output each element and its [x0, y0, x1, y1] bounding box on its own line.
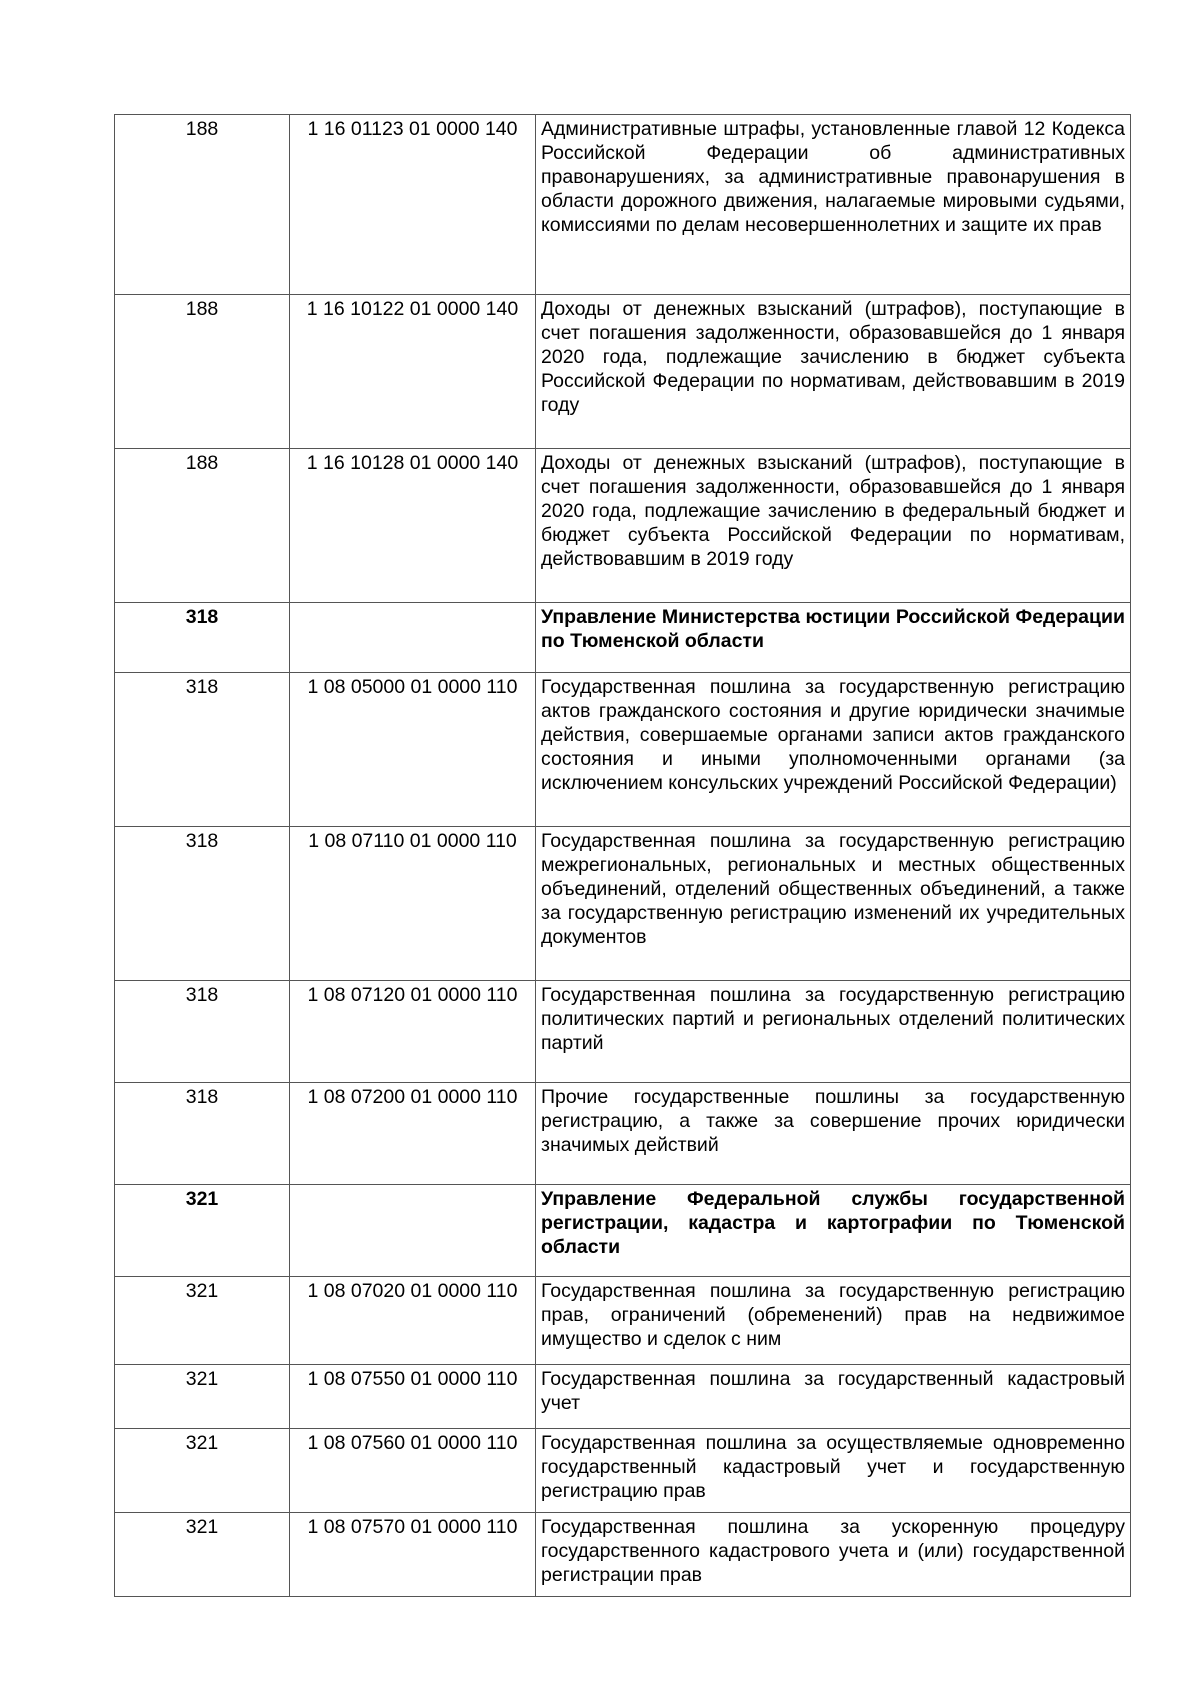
admin-code-cell: 321 [115, 1513, 290, 1597]
admin-code-cell: 321 [115, 1277, 290, 1365]
table-row [115, 981, 1131, 1083]
table-row [115, 1513, 1131, 1597]
admin-code-cell: 188 [115, 295, 290, 449]
admin-code-cell: 318 [115, 981, 290, 1083]
admin-code-cell: 321 [115, 1185, 290, 1277]
revenue-code-cell [290, 1185, 536, 1277]
admin-code-cell: 318 [115, 673, 290, 827]
description-cell: Административные штрафы, установленные главой 12 Кодекса Российской Федерации об административных правонарушениях, за административные правонарушения в области дорожного движения, налагаемые мировыми судьями, комиссиями по делам несовершеннолетних и защите их прав [536, 115, 1131, 295]
revenue-code-cell: 1 08 05000 01 0000 110 [290, 673, 536, 827]
table-row [115, 449, 1131, 603]
revenue-code-cell: 1 08 07200 01 0000 110 [290, 1083, 536, 1185]
revenue-code-cell: 1 08 07570 01 0000 110 [290, 1513, 536, 1597]
description-cell: Государственная пошлина за государственную регистрацию актов гражданского состояния и другие юридически значимые действия, совершаемые органами записи актов гражданского состояния и иными уполномоченными органами (за исключением консульских учреждений Российской Федерации) [536, 673, 1131, 827]
revenue-code-cell: 1 16 01123 01 0000 140 [290, 115, 536, 295]
description-cell: Государственная пошлина за государственную регистрацию прав, ограничений (обременений) прав на недвижимое имущество и сделок с ним [536, 1277, 1131, 1365]
agency-heading-cell: Управление Министерства юстиции Российской Федерации по Тюменской области [536, 603, 1131, 673]
admin-code-cell: 318 [115, 1083, 290, 1185]
description-cell: Государственная пошлина за ускоренную процедуру государственного кадастрового учета и (или) государственной регистрации прав [536, 1513, 1131, 1597]
revenue-code-cell: 1 08 07550 01 0000 110 [290, 1365, 536, 1429]
table-row [115, 673, 1131, 827]
table-row [115, 1083, 1131, 1185]
description-cell: Государственная пошлина за осуществляемые одновременно государственный кадастровый учет и государственную регистрацию прав [536, 1429, 1131, 1513]
table-row [115, 1185, 1131, 1277]
admin-code-cell: 318 [115, 603, 290, 673]
table-row [115, 115, 1131, 295]
description-cell: Государственная пошлина за государственный кадастровый учет [536, 1365, 1131, 1429]
revenue-codes-table [114, 114, 1131, 1597]
table-row [115, 1277, 1131, 1365]
revenue-code-cell: 1 08 07020 01 0000 110 [290, 1277, 536, 1365]
table-row [115, 603, 1131, 673]
revenue-code-cell: 1 16 10122 01 0000 140 [290, 295, 536, 449]
revenue-code-cell: 1 16 10128 01 0000 140 [290, 449, 536, 603]
description-cell: Доходы от денежных взысканий (штрафов), поступающие в счет погашения задолженности, образовавшейся до 1 января 2020 года, подлежащие зачислению в федеральный бюджет и бюджет субъекта Российской Федерации по нормативам, действовавшим в 2019 году [536, 449, 1131, 603]
table-row [115, 295, 1131, 449]
revenue-code-cell [290, 603, 536, 673]
description-cell: Государственная пошлина за государственную регистрацию межрегиональных, региональных и местных общественных объединений, отделений общественных объединений, а также за государственную регистрацию изменений их учредительных документов [536, 827, 1131, 981]
description-cell: Прочие государственные пошлины за государственную регистрацию, а также за совершение прочих юридически значимых действий [536, 1083, 1131, 1185]
admin-code-cell: 188 [115, 449, 290, 603]
description-cell: Доходы от денежных взысканий (штрафов), поступающие в счет погашения задолженности, образовавшейся до 1 января 2020 года, подлежащие зачислению в бюджет субъекта Российской Федерации по нормативам, действовавшим в 2019 году [536, 295, 1131, 449]
table-row [115, 827, 1131, 981]
table-row [115, 1429, 1131, 1513]
admin-code-cell: 318 [115, 827, 290, 981]
table-row [115, 1365, 1131, 1429]
revenue-code-cell: 1 08 07110 01 0000 110 [290, 827, 536, 981]
agency-heading-cell: Управление Федеральной службы государственной регистрации, кадастра и картографии по Тюменской области [536, 1185, 1131, 1277]
revenue-code-cell: 1 08 07560 01 0000 110 [290, 1429, 536, 1513]
admin-code-cell: 321 [115, 1365, 290, 1429]
admin-code-cell: 188 [115, 115, 290, 295]
description-cell: Государственная пошлина за государственную регистрацию политических партий и региональных отделений политических партий [536, 981, 1131, 1083]
admin-code-cell: 321 [115, 1429, 290, 1513]
revenue-code-cell: 1 08 07120 01 0000 110 [290, 981, 536, 1083]
